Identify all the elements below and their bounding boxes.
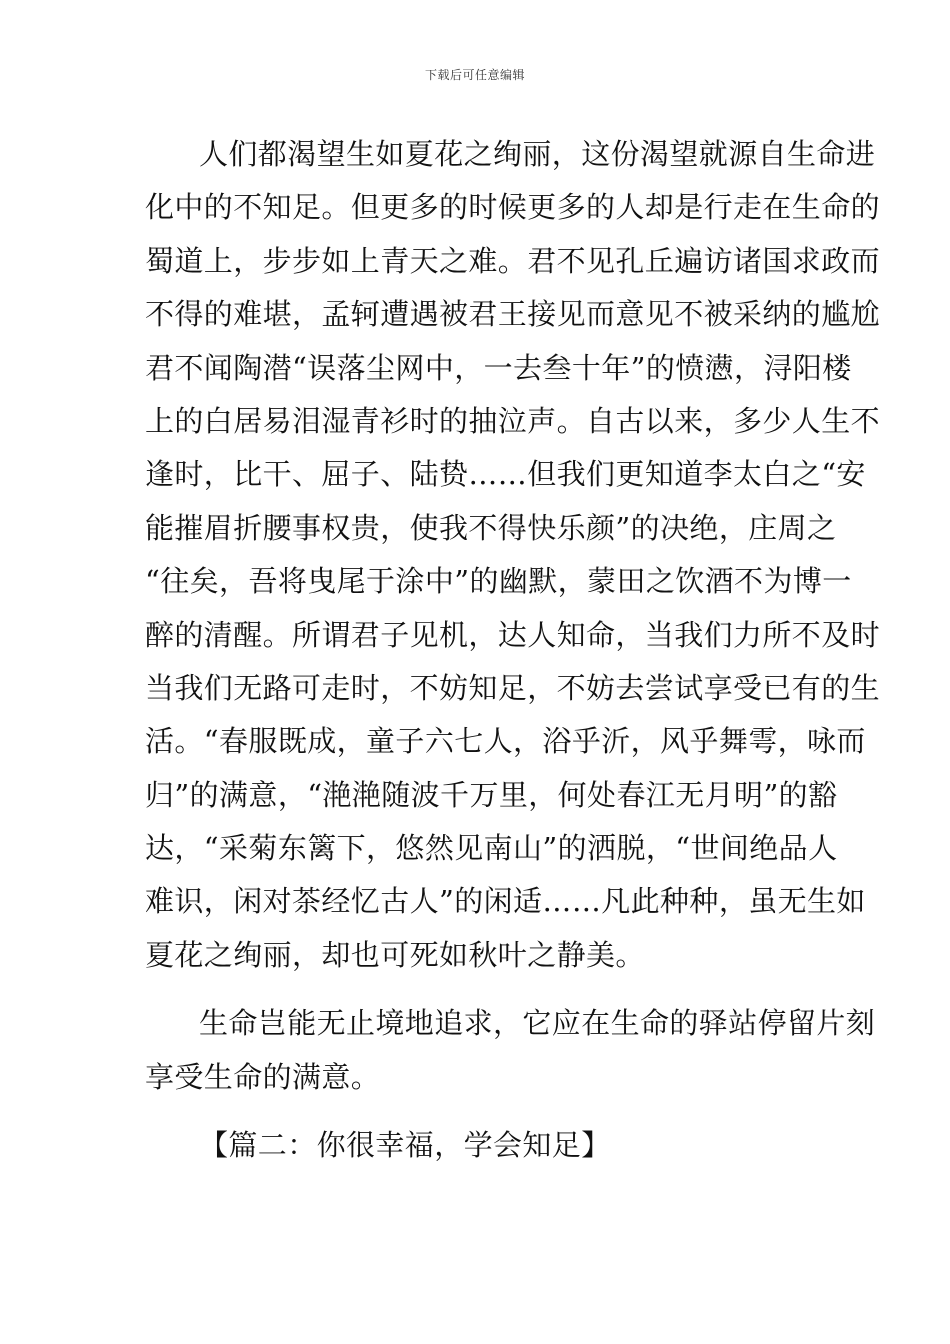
paragraph-line: 享受生命的满意。	[145, 1059, 381, 1094]
paragraph-1	[145, 128, 881, 982]
paragraph-line: 君不闻陶潜“误落尘网中，一去叁十年”的愤懑，浔阳楼	[145, 350, 852, 385]
paragraph-line: 醉的清醒。所谓君子见机，达人知命，当我们力所不及时	[145, 617, 881, 652]
paragraph-line: 生命岂能无止境地追求，它应在生命的驿站停留片刻	[199, 1006, 876, 1041]
body-text	[145, 128, 881, 1172]
paragraph-line: 归”的满意，“滟滟随波千万里，何处春江无月明”的豁	[145, 777, 838, 812]
paragraph-2	[145, 997, 876, 1104]
page-header: 下载后可任意编辑	[424, 68, 525, 82]
paragraph-line: 蜀道上，步步如上青天之难。君不见孔丘遍访诸国求政而	[145, 243, 881, 278]
paragraph-line: 达，“采菊东篱下，悠然见南山”的洒脱，“世间绝品人	[145, 831, 838, 866]
paragraph-line: 活。“春服既成，童子六七人，浴乎沂，风乎舞雩，咏而	[145, 724, 866, 759]
section-heading: 【篇二：你很幸福，学会知足】	[199, 1128, 611, 1163]
paragraph-line: 上的白居易泪湿青衫时的抽泣声。自古以来，多少人生不	[145, 403, 881, 438]
paragraph-spacer	[145, 1104, 809, 1119]
paragraph-line: 当我们无路可走时，不妨知足，不妨去尝试享受已有的生	[145, 670, 881, 705]
paragraph-line: 夏花之绚丽，却也可死如秋叶之静美。	[145, 937, 645, 972]
paragraph-line: 难识，闲对茶经忆古人”的闲适……凡此种种，虽无生如	[145, 884, 866, 919]
paragraph-spacer	[145, 982, 809, 997]
paragraph-line: 能摧眉折腰事权贵，使我不得快乐颜”的决绝，庄周之	[145, 510, 837, 545]
paragraph-line: 人们都渴望生如夏花之绚丽，这份渴望就源自生命进	[199, 137, 876, 171]
paragraph-line: 不得的难堪，孟轲遭遇被君王接见而意见不被采纳的尴尬	[145, 297, 881, 332]
paragraph-line: “往矣，吾将曳尾于涂中”的幽默，蒙田之饮酒不为博一	[145, 564, 852, 599]
paragraph-line: 逢时，比干、屈子、陆贽……但我们更知道李太白之“安	[145, 457, 866, 492]
paragraph-line: 化中的不知足。但更多的时候更多的人却是行走在生命的	[145, 190, 881, 225]
